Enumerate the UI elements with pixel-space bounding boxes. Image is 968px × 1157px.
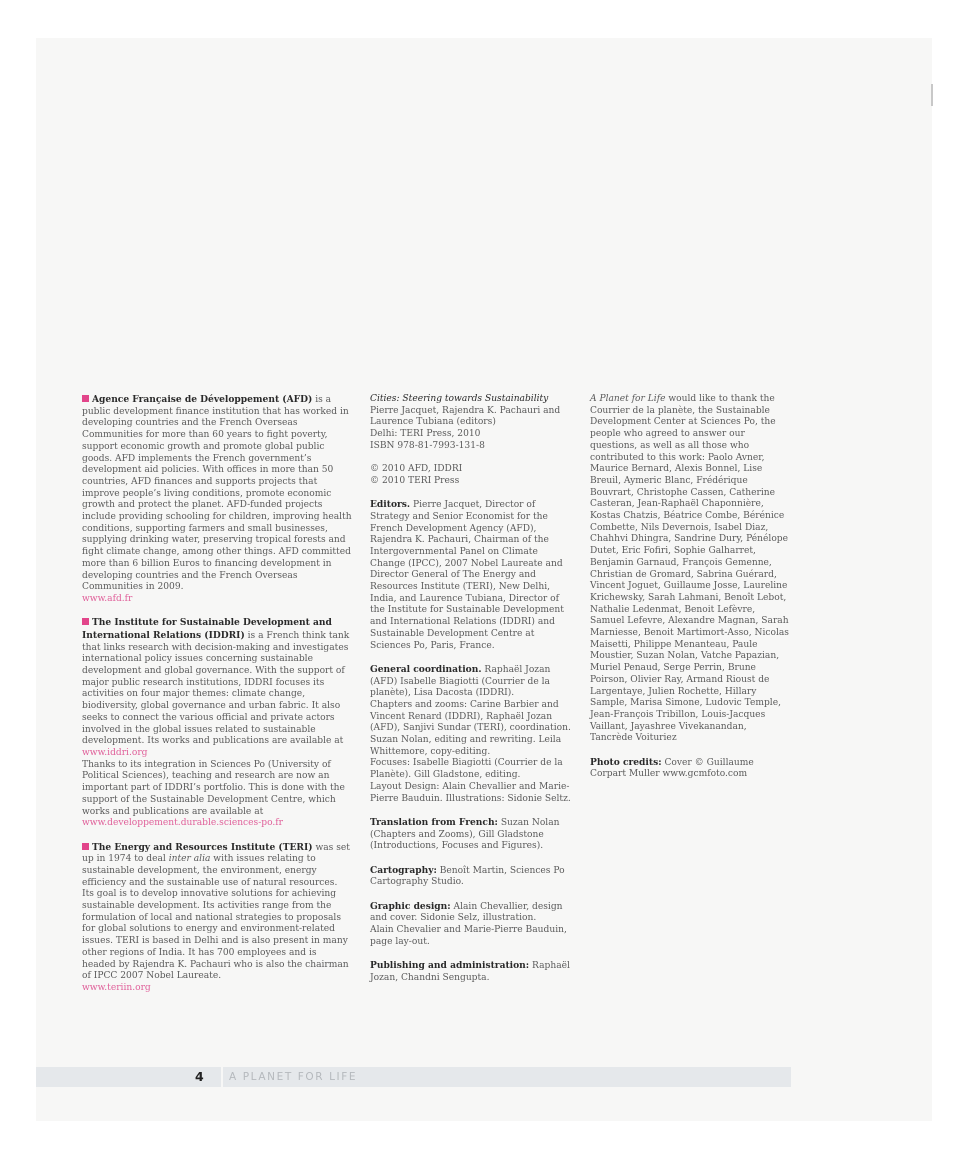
graphic-design-text-2: Alain Chevalier and Marie-Pierre Bauduin, page lay-out. bbox=[370, 924, 567, 947]
thanks-text: would like to thank the Courrier de la planète, the Sustainable Development Center at Sciences Po, the people who agreed to answer our questions, as well as all those who contributed to this work: Paolo Avner, Maurice Bernard, Alexis Bonnel, Lise Breuil, Aymeric Blanc, Frédérique Bouvrart, Christophe Cassen, Catherine Casteran, Jean-Raphaël Chaponnière, Kostas Chatzis, Béatrice Combe, Bérénice Combette, Nils Devernois, Isabel Diaz, Chahhvi Dhingra, Sandrine Dury, Pénélope Dutet, Eric Fofiri, Sophie Galharret, Benjamin Garnaud, François Gemenne, Christian de Gromard, Sabrina Guérard, Vincent Joguet, Guillaume Josse, Laureline Krichewsky, Sarah Lahmani, Benoît Lebot, Nathalie Ledenmat, Benoit Lefèvre, Samuel Lefevre, Alexandre Magnan, Sarah Marniesse, Benoit Martimort-Asso, Nicolas Maisetti, Philippe Menanteau, Paule Moustier, Suzan Nolan, Vatche Papazian, Muriel Penaud, Serge Perrin, Brune Poirson, Olivier Ray, Armand Rioust de Largentaye, Julien Rochette, Hillary Sample, Marisa Simone, Ludovic Temple, Jean-François Tribillon, Louis-Jacques Vaillant, Jayashree Vivekanandan, Tancrède Voituriez bbox=[590, 394, 789, 744]
iddri-text: is a French think tank that links research with decision-making and investigates international policy issues concerning sustainable development and global governance. With the support of major public research institutions, IDDRI focuses its activities on four major themes: climate change, biodiversity, global governance and urban fabric. It also seeks to connect the various official and private actors involved in the global issues related to sustainable development. Its works and publications are available at bbox=[82, 630, 350, 747]
book-info bbox=[370, 394, 572, 453]
publishing-text: Raphaël Jozan, Chandni Sengupta. bbox=[370, 960, 570, 983]
teri-text-a: was set up in 1974 to deal bbox=[82, 842, 350, 865]
column-institutions bbox=[82, 394, 352, 1006]
teri-paragraph bbox=[82, 842, 352, 995]
book-title: Cities: Steering towards Sustainability bbox=[370, 394, 549, 404]
photo-credits-text: Cover © Guillaume Corpart Muller www.gcmfoto.com bbox=[590, 757, 754, 780]
teri-link[interactable]: www.teriin.org bbox=[82, 982, 151, 993]
sciences-po-link[interactable]: www.developpement.durable.sciences-po.fr bbox=[82, 818, 284, 829]
page-edge-mark bbox=[931, 84, 933, 106]
editors-heading: Editors. bbox=[370, 499, 411, 511]
afd-paragraph bbox=[82, 394, 352, 606]
footer-divider bbox=[221, 1067, 223, 1087]
iddri-paragraph bbox=[82, 617, 352, 830]
afd-link[interactable]: www.afd.fr bbox=[82, 593, 133, 604]
column-acknowledgements bbox=[590, 394, 790, 793]
publishing-heading: Publishing and administration: bbox=[370, 959, 530, 971]
afd-heading: Agence Française de Développement (AFD) bbox=[92, 394, 313, 405]
teri-heading: The Energy and Resources Institute (TERI) bbox=[92, 841, 313, 853]
book-info-line: Laurence Tubiana (editors) bbox=[370, 417, 496, 428]
teri-italic: inter alia bbox=[168, 854, 211, 865]
coordination-text: Raphaël Jozan (AFD) Isabelle Biagiotti (Courrier de la planète), Lisa Dacosta (IDDRI). bbox=[370, 664, 551, 699]
editors-text: Pierre Jacquet, Director of Strategy and Senior Economist for the French Development Agency (AFD), Rajendra K. Pachauri, Chairman of the Intergovernmental Panel on Climate Change (IPCC), 2007 Nobel Laureate and Director General of The Energy and Resources Institute (TERI), New Delhi, India, and Laurence Tubiana, Director of the Institute for Sustainable Development and International Relations (IDDRI) and Sustainable Development Centre at Sciences Po, Paris, France. bbox=[370, 500, 564, 651]
pink-square-bullet-icon bbox=[82, 843, 89, 850]
coordination-credit bbox=[370, 664, 572, 805]
iddri-link[interactable]: www.iddri.org bbox=[82, 747, 148, 758]
afd-text: is a public development finance institution that has worked in developing countries and the French Overseas Communities for more than 60 years to fight poverty, support economic growth and promote global public goods. AFD implements the French government’s development aid policies. With offices in more than 50 countries, AFD finances and supports projects that improve people’s living conditions, promote economic growth and protect the planet. AFD-funded projects include providing schooling for children, improving health conditions, supporting farmers and small businesses, supplying drinking water, preserving tropical forests and fight climate change, among other things. AFD committed more than 6 billion Euros to financing development in developing countries and the French Overseas Communities in 2009. bbox=[82, 395, 352, 593]
book-info-line: Delhi: TERI Press, 2010 bbox=[370, 429, 481, 440]
graphic-design-credit bbox=[370, 901, 572, 949]
footer-title: A PLANET FOR LIFE bbox=[229, 1071, 358, 1083]
coordination-line: Focuses: Isabelle Biagiotti (Courrier de la Planète). Gill Gladstone, editing. bbox=[370, 758, 563, 781]
thanks-italic: A Planet for Life bbox=[590, 394, 666, 404]
coordination-heading: General coordination. bbox=[370, 663, 482, 675]
footer-bar bbox=[36, 1067, 791, 1087]
cartography-credit bbox=[370, 865, 572, 889]
iddri-text-2: Thanks to its integration in Sciences Po (University of Political Sciences), teaching and research are now an important part of IDDRI’s portfolio. This is done with the support of the Sustainable Development Centre, which works and publications are available at bbox=[82, 759, 345, 817]
graphic-design-text: Alain Chevallier, design and cover. Sidonie Selz, illustration. bbox=[370, 901, 563, 924]
translation-text: Suzan Nolan (Chapters and Zooms), Gill Gladstone (Introductions, Focuses and Figures). bbox=[370, 817, 560, 852]
coordination-line: Layout Design: Alain Chevallier and Marie-Pierre Bauduin. Illustrations: Sidonie Seltz. bbox=[370, 781, 571, 804]
publishing-credit bbox=[370, 960, 572, 984]
translation-credit bbox=[370, 817, 572, 853]
page-number: 4 bbox=[195, 1069, 204, 1084]
photo-credits bbox=[590, 757, 790, 781]
pink-square-bullet-icon bbox=[82, 618, 89, 625]
copyright-line: © 2010 TERI Press bbox=[370, 475, 460, 486]
cartography-heading: Cartography: bbox=[370, 864, 437, 876]
pink-square-bullet-icon bbox=[82, 395, 89, 402]
iddri-heading: The Institute for Sustainable Development and International Relations (IDDRI) bbox=[82, 617, 332, 641]
graphic-design-heading: Graphic design: bbox=[370, 900, 451, 912]
cartography-text: Benoît Martin, Sciences Po Cartography Studio. bbox=[370, 865, 565, 888]
editors-credit bbox=[370, 499, 572, 652]
book-info-line: ISBN 978-81-7993-131-8 bbox=[370, 440, 485, 451]
copyright bbox=[370, 464, 572, 487]
copyright-line: © 2010 AFD, IDDRI bbox=[370, 464, 463, 475]
photo-credits-heading: Photo credits: bbox=[590, 756, 662, 768]
teri-text-b: with issues relating to sustainable development, the environment, energy efficiency and the sustainable use of natural resources. Its goal is to develop innovative solutions for achieving sustainable development. Its activities range from the formulation of local and national strategies to proposals for global solutions to energy and environment-related issues. TERI is based in Delhi and is also present in many other regions of India. It has 700 employees and is headed by Rajendra K. Pachauri who is also the chairman of IPCC 2007 Nobel Laureate. bbox=[82, 854, 349, 982]
translation-heading: Translation from French: bbox=[370, 816, 498, 828]
acknowledgements bbox=[590, 394, 790, 745]
book-info-line: Pierre Jacquet, Rajendra K. Pachauri and bbox=[370, 405, 561, 416]
coordination-line: Chapters and zooms: Carine Barbier and Vincent Renard (IDDRI), Raphaël Jozan (AFD), Sanjivi Sundar (TERI), coordination. Suzan Nolan, editing and rewriting. Leila Whittemore, copy-editing. bbox=[370, 699, 571, 757]
column-credits bbox=[370, 394, 572, 996]
